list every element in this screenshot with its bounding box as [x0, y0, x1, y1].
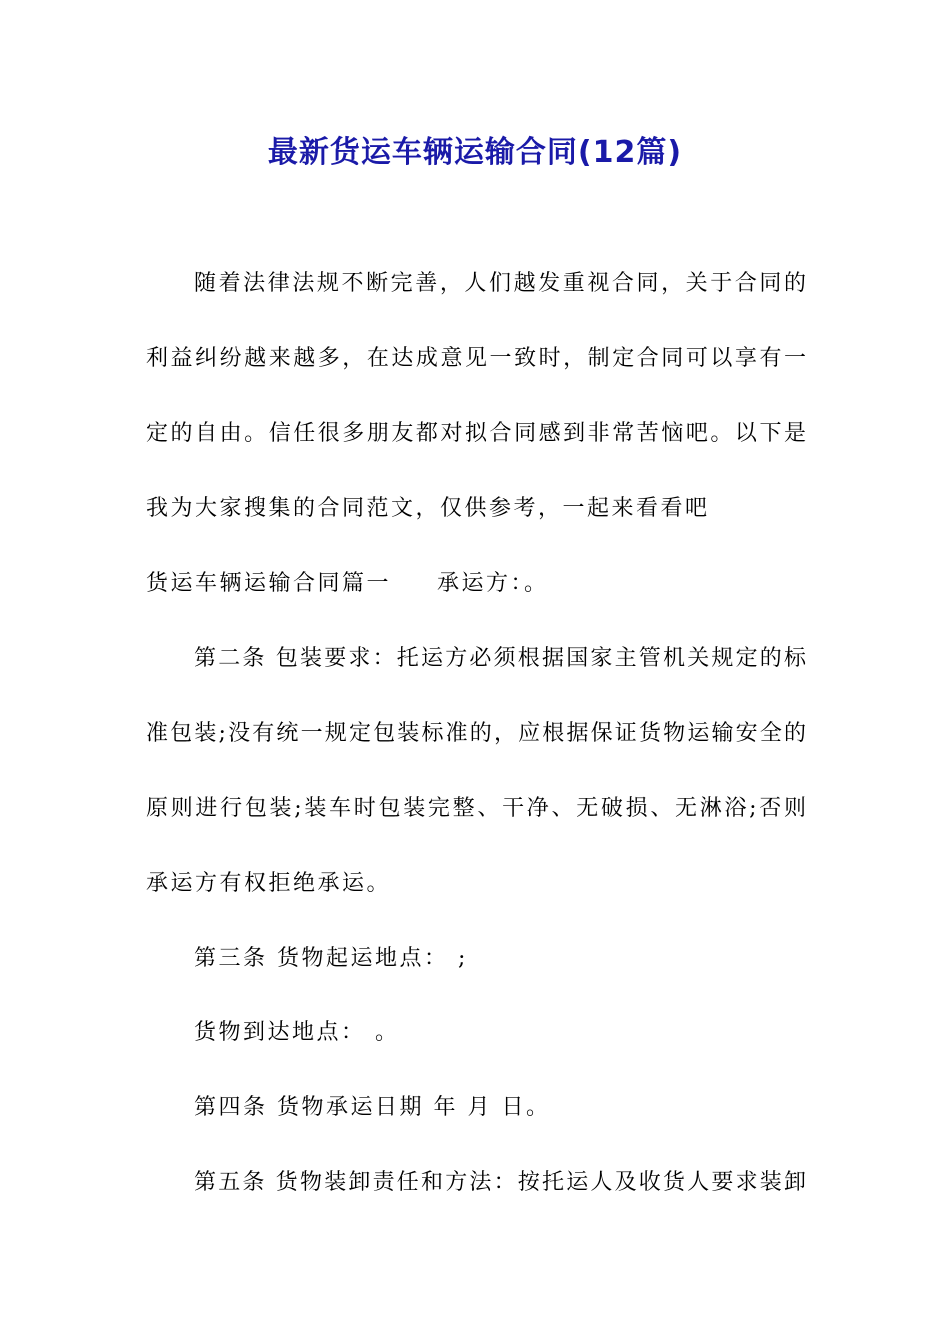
paragraph-line: 随着法律法规不断完善，人们越发重视合同，关于合同的 — [194, 271, 806, 296]
clause-line: 第四条 货物承运日期 年 月 日。 — [194, 1095, 551, 1120]
section-heading-line — [146, 564, 806, 604]
document-title: 最新货运车辆运输合同(12篇) — [267, 135, 683, 170]
clause-line: 第三条 货物起运地点： ; — [194, 946, 468, 971]
paragraph-line: 定的自由。信任很多朋友都对拟合同感到非常苦恼吧。以下是 — [146, 421, 806, 446]
section-heading: 货运车辆运输合同篇一 — [146, 571, 392, 596]
clause-line: 第五条 货物装卸责任和方法：按托运人及收货人要求装卸 — [194, 1170, 806, 1195]
paragraph-line: 利益纠纷越来越多，在达成意见一致时，制定合同可以享有一 — [146, 346, 806, 371]
clause-line: 原则进行包装;装车时包装完整、干净、无破损、无淋浴;否则 — [146, 796, 806, 821]
clause-line: 承运方有权拒绝承运。 — [146, 871, 392, 896]
clause-line: 第二条 包装要求：托运方必须根据国家主管机关规定的标 — [194, 646, 806, 671]
carrier-label: 承运方：。 — [437, 571, 549, 596]
clause-line: 货物到达地点： 。 — [194, 1020, 400, 1045]
clause-line: 准包装;没有统一规定包装标准的，应根据保证货物运输安全的 — [146, 721, 806, 746]
paragraph-line: 我为大家搜集的合同范文，仅供参考，一起来看看吧 — [146, 496, 710, 521]
